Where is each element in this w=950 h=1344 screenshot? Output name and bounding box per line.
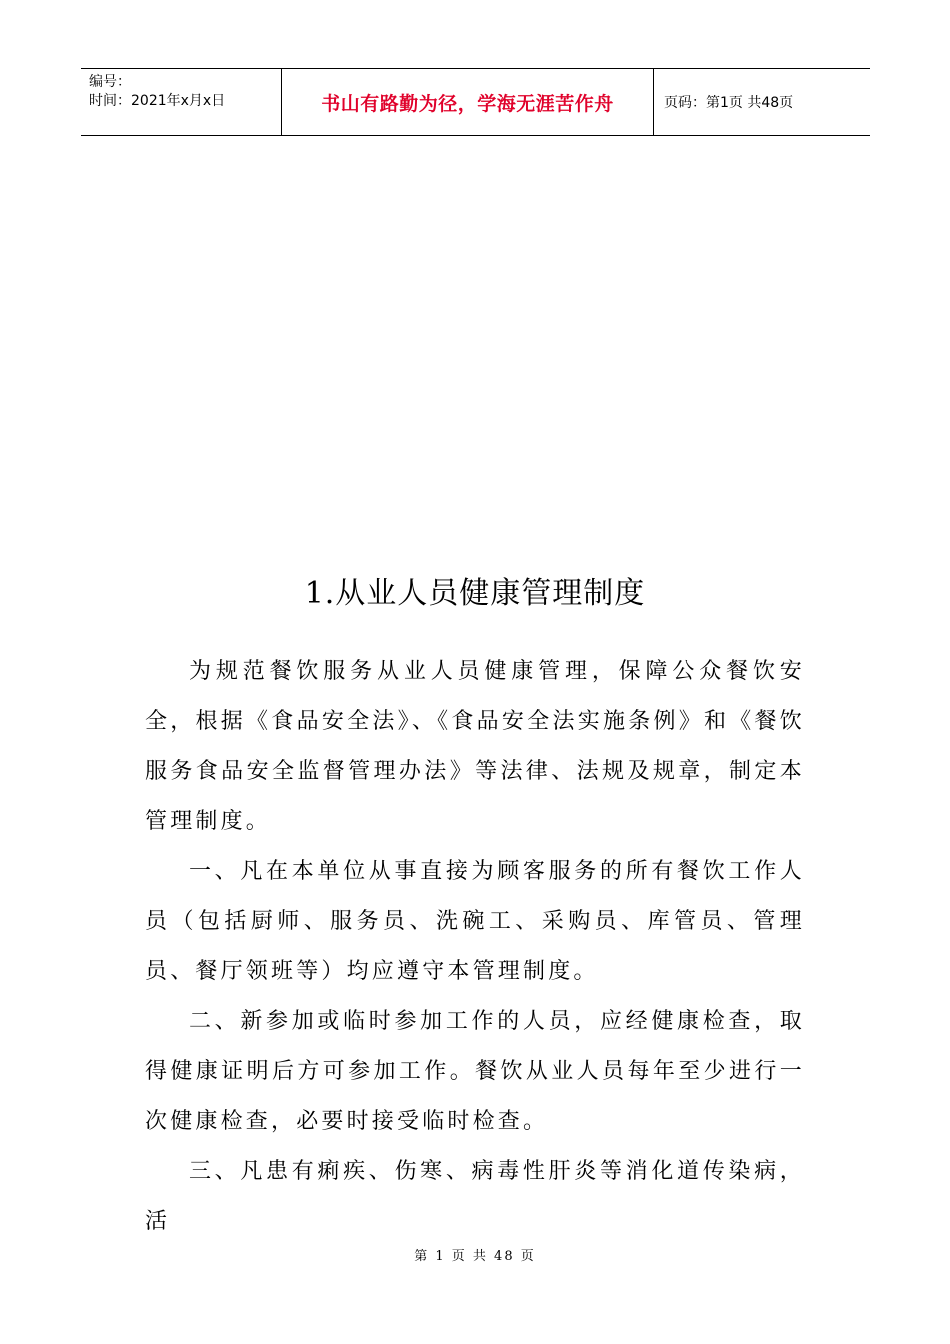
header-page-info (654, 69, 870, 135)
header-motto (281, 69, 654, 135)
motto-text: 书山有路勤为径，学海无涯苦作舟 (321, 92, 614, 115)
date-label: 时间：2021年x月x日 (89, 93, 226, 109)
serial-number-label: 编号： (89, 74, 131, 90)
page-header (81, 68, 870, 136)
page-footer: 第 1 页 共 48 页 (414, 1249, 536, 1264)
header-meta (81, 69, 281, 135)
page-info-text: 页码：第1页 共48页 (664, 95, 794, 111)
paragraph-2: 二、新参加或临时参加工作的人员，应经健康检查，取得健康证明后方可参加工作。餐饮从业人员每年至少进行一次健康检查，必要时接受临时检查。 (145, 1009, 805, 1134)
paragraph-3: 三、凡患有痢疾、伤寒、病毒性肝炎等消化道传染病，活 (145, 1159, 805, 1234)
paragraph-1: 一、凡在本单位从事直接为顾客服务的所有餐饮工作人员（包括厨师、服务员、洗碗工、采购员、库管员、管理员、餐厅领班等）均应遵守本管理制度。 (145, 859, 805, 984)
document-title: 1.从业人员健康管理制度 (304, 576, 646, 611)
paragraph-intro: 为规范餐饮服务从业人员健康管理，保障公众餐饮安全，根据《食品安全法》、《食品安全法实施条例》和《餐饮服务食品安全监督管理办法》等法律、法规及规章，制定本管理制度。 (145, 659, 805, 834)
